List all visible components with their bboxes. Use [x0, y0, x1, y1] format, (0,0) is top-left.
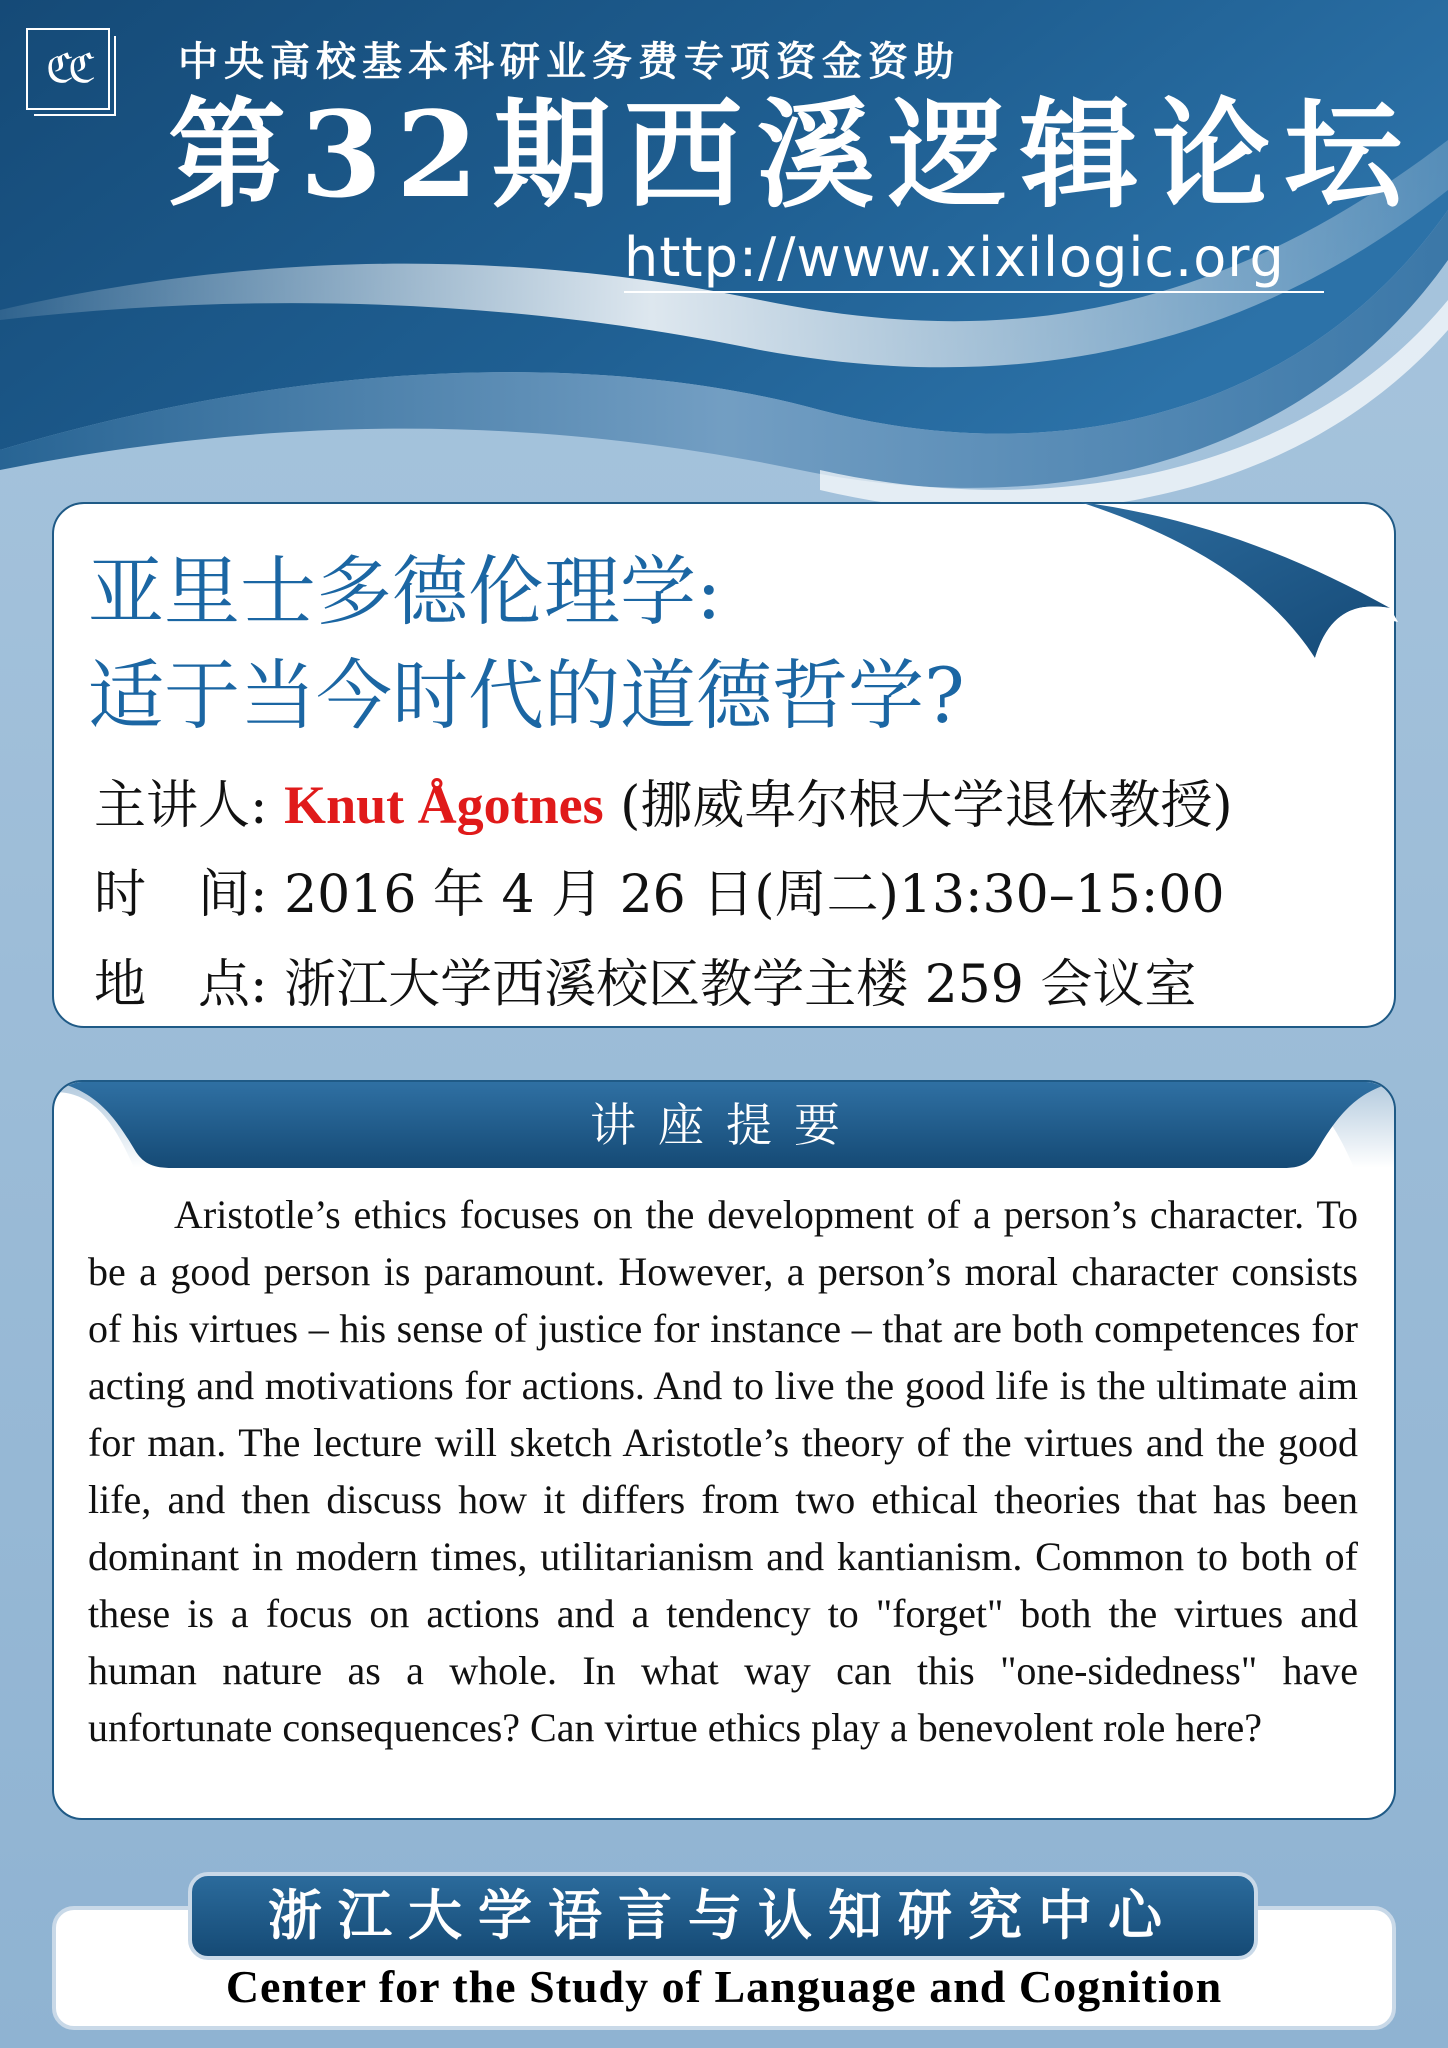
time-label: 时 间: — [94, 865, 268, 925]
abstract-card — [52, 1080, 1396, 1820]
speaker-label: 主讲人: — [94, 776, 268, 836]
talk-title-line-2: 适于当今时代的道德哲学? — [88, 651, 965, 740]
time-row — [94, 850, 1233, 940]
talk-details — [94, 760, 1233, 1030]
forum-title: 第32期西溪逻辑论坛 — [168, 85, 1417, 224]
forum-logo: ℭℭ — [26, 28, 110, 110]
place-label: 地 点: — [94, 955, 268, 1015]
abstract-text: Aristotle’s ethics focuses on the development of a person’s character. To be a good person is paramount. However, a person’s moral character consists of his virtues – his sense of justice for instance – that are both competences for acting and motivations for actions. And to live the good life is the ultimate aim for man. The lecture will sketch Aristotle’s theory of the virtues and the good life, and then discuss how it differs from two ethical theories that has been dominant in modern times, utilitarianism and kantianism. Common to both of these is a focus on actions and a tendency to "forget" both the virtues and human nature as a whole. In what way can this "one-sidedness" have unfortunate consequences? Can virtue ethics play a benevolent role here? — [88, 1192, 1358, 1750]
page-curl-decoration — [1080, 498, 1404, 668]
speaker-affiliation: (挪威卑尔根大学退休教授) — [620, 776, 1233, 836]
abstract-heading: 讲座提要 — [590, 1098, 862, 1152]
time-value: 2016 年 4 月 26 日(周二)13:30–15:00 — [284, 865, 1225, 925]
website-link[interactable]: http://www.xixilogic.org — [624, 226, 1324, 293]
talk-title-line-1: 亚里士多德伦理学: — [88, 547, 722, 636]
place-row — [94, 940, 1233, 1030]
place-value: 浙江大学西溪校区教学主楼 259 会议室 — [284, 955, 1197, 1015]
talk-title — [88, 540, 965, 748]
speaker-row — [94, 760, 1233, 850]
center-name-english: Center for the Study of Language and Cognition — [225, 1961, 1223, 2012]
funding-notice: 中央高校基本科研业务费专项资金资助 — [178, 39, 960, 85]
center-name-chinese: 浙江大学语言与认知研究中心 — [188, 1872, 1258, 1960]
speaker-name: Knut Ågotnes — [284, 775, 604, 835]
